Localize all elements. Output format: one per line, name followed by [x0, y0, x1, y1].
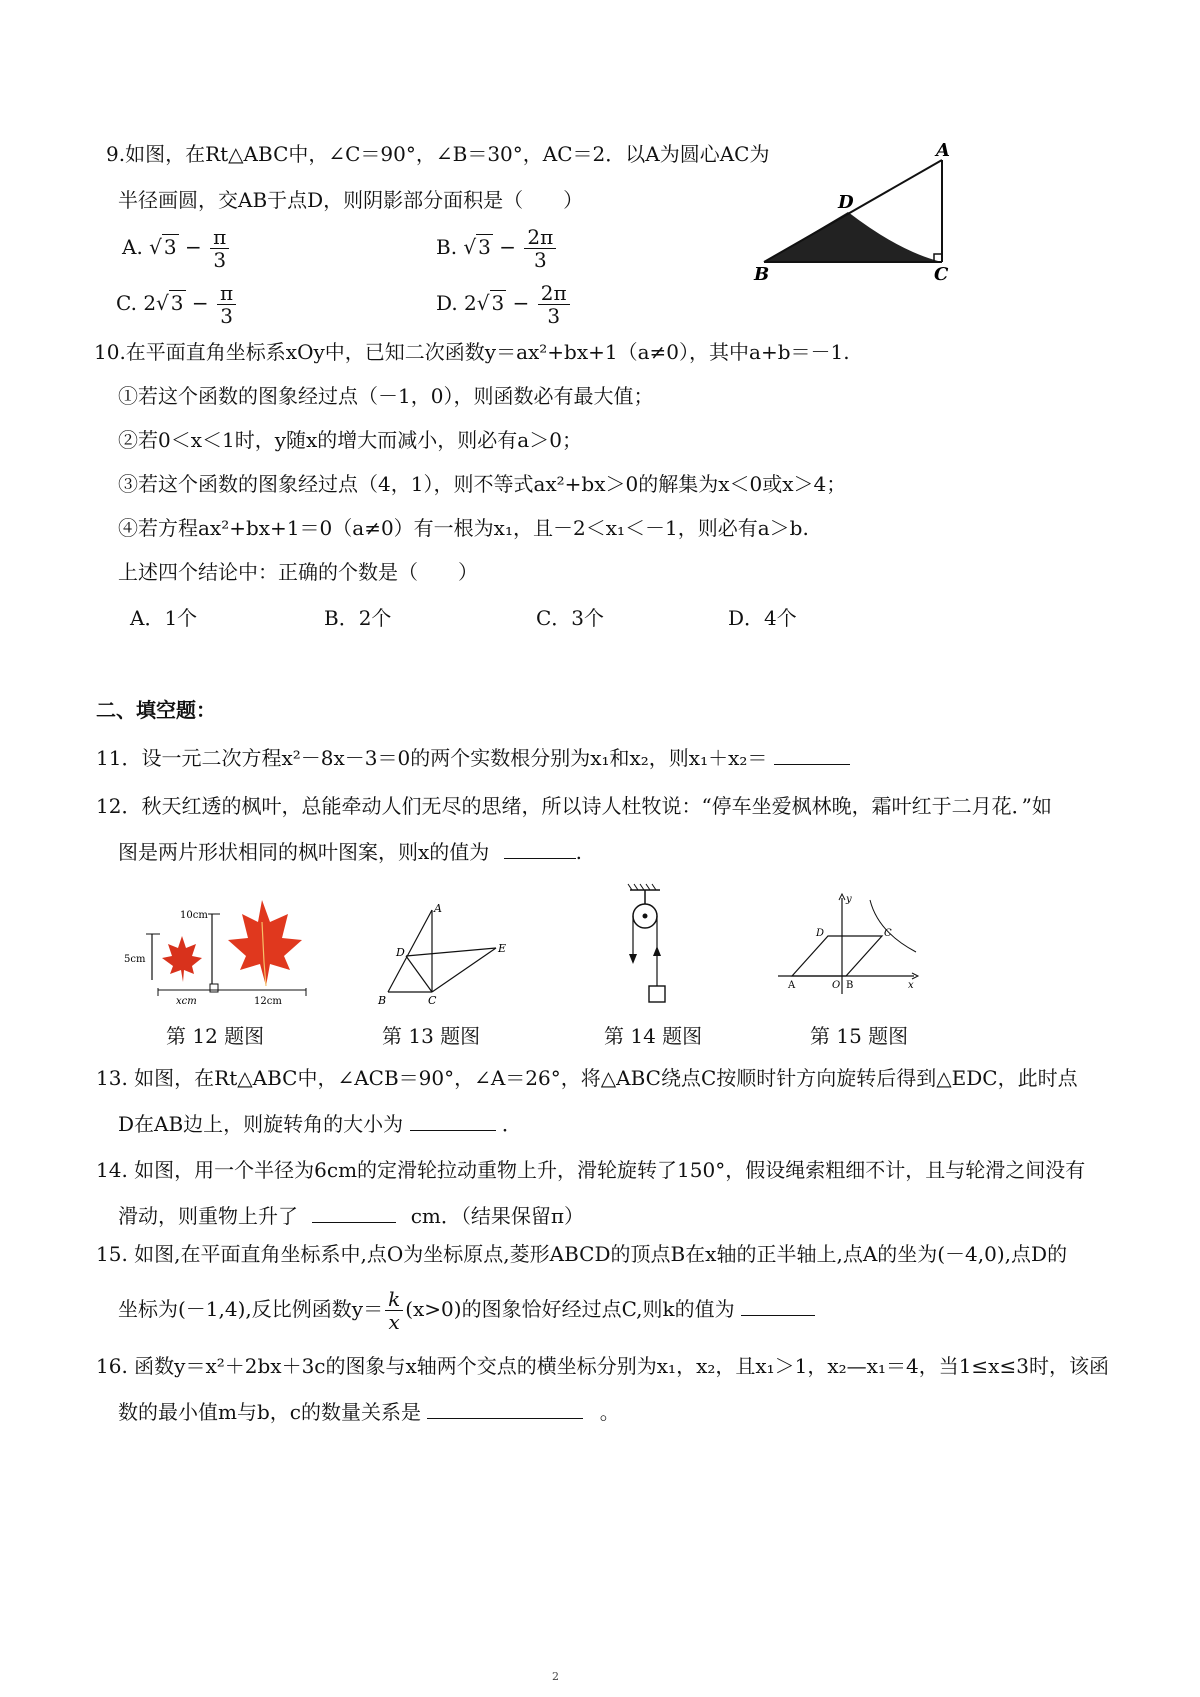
q10-statement-3: ③若这个函数的图象经过点（4，1），则不等式ax²+bx＞0的解集为x＜0或x＞4； — [118, 472, 847, 496]
fraction: $\frac{2\pi}{3}$ — [538, 282, 570, 327]
q10-option-c: C．3个 — [536, 606, 605, 630]
answer-blank — [427, 1400, 583, 1419]
shaded-region — [764, 212, 942, 262]
q10-option-a: A．1个 — [130, 606, 198, 630]
q11-text: 11．设一元二次方程x²－8x－3＝0的两个实数根分别为x₁和x₂，则x₁＋x₂＝ — [96, 744, 850, 772]
q9-option-d: D. 2√ 3 − $\frac{2\pi}{3}$ — [436, 282, 572, 327]
label-b: B — [378, 994, 387, 1007]
q15-line2: 坐标为(－1,4),反比例函数y＝ $\frac{k}{x}$ (x>0)的图象恰好经过点C,则k的值为 — [118, 1286, 815, 1333]
sqrt-symbol: √ 3 — [476, 291, 505, 315]
answer-blank — [504, 840, 576, 859]
q14-line2: 滑动，则重物上升了 cm．（结果保留π） — [118, 1204, 585, 1228]
q16-line1: 16. 函数y＝x²＋2bx＋3c的图象与x轴两个交点的横坐标分别为x₁，x₂，且x₁＞1，x₂—x₁＝4，当1≤x≤3时，该函 — [96, 1354, 1109, 1378]
label-y: y — [846, 894, 852, 905]
q13-line2: D在AB边上，则旋转角的大小为 ． — [118, 1112, 522, 1136]
label-d: D — [816, 928, 825, 939]
q9-stem-line2: 半径画圆，交AB于点D，则阴影部分面积是（ ） — [118, 188, 584, 212]
fig12-caption: 第 12 题图 — [166, 1024, 265, 1048]
q9-option-b: B. √ 3 − $\frac{2\pi}{3}$ — [436, 226, 558, 271]
q10-statement-2: ②若0＜x＜1时，y随x的增大而减小，则必有a＞0； — [118, 428, 582, 452]
label-a: A — [936, 140, 950, 161]
q12-line2: 图是两片形状相同的枫叶图案，则x的值为 . — [118, 840, 582, 864]
fig15-caption: 第 15 题图 — [810, 1024, 909, 1048]
side-ab — [388, 910, 432, 992]
weight-box — [649, 986, 665, 1002]
q16-line2: 数的最小值m与b，c的数量关系是 。 — [118, 1400, 620, 1424]
arrow-down-icon — [629, 954, 637, 964]
q15-line1: 15. 如图,在平面直角坐标系中,点O为坐标原点,菱形ABCD的顶点B在x轴的正半轴上,点A的坐为(－4,0),点D的 — [96, 1242, 1068, 1266]
fig12-maple-leaves — [120, 892, 320, 1014]
sqrt-symbol: √ 3 — [149, 235, 177, 259]
answer-blank — [774, 746, 850, 765]
fig13-caption: 第 13 题图 — [382, 1024, 481, 1048]
answer-blank — [312, 1204, 396, 1223]
fraction: $\frac{2\pi}{3}$ — [524, 226, 556, 271]
fraction: $\frac{\pi}{3}$ — [217, 282, 236, 327]
label-a: A — [788, 980, 796, 991]
fraction-k-over-x: $\frac{k}{x}$ — [385, 1288, 403, 1333]
label-c: C — [934, 264, 949, 285]
sqrt-symbol: √ 3 — [463, 235, 491, 259]
q9-stem-line1: 9.如图，在Rt△ABC中，∠C＝90°，∠B＝30°，AC＝2．以A为圆心AC为 — [106, 142, 770, 166]
q10-stem: 10.在平面直角坐标系xOy中，已知二次函数y＝ax²+bx+1（a≠0），其中a+b＝－1. — [94, 340, 850, 364]
fig14-pulley-figure — [616, 882, 676, 1008]
arrow-up-icon — [653, 946, 661, 956]
q14-line1: 14. 如图，用一个半径为6cm的定滑轮拉动重物上升，滑轮旋转了150°，假设绳索粗细不计，且与轮滑之间没有 — [96, 1158, 1086, 1182]
label-xcm: xcm — [176, 996, 197, 1007]
label-10cm: 10cm — [180, 910, 208, 921]
label-5cm: 5cm — [124, 954, 146, 965]
q9-option-c: C. 2√ 3 − $\frac{\pi}{3}$ — [116, 282, 238, 327]
q10-ask: 上述四个结论中：正确的个数是（ ） — [118, 560, 478, 584]
q9-triangle-figure — [750, 140, 980, 300]
q10-option-d: D．4个 — [728, 606, 797, 630]
q10-statement-1: ①若这个函数的图象经过点（－1，0），则函数必有最大值； — [118, 384, 654, 408]
label-b: B — [754, 264, 770, 285]
fig13-rotation-figure — [374, 900, 514, 1010]
fig14-caption: 第 14 题图 — [604, 1024, 703, 1048]
page-number: 2 — [552, 1670, 559, 1683]
q9-option-a: A. √ 3 − $\frac{\pi}{3}$ — [122, 226, 231, 271]
side-ec — [432, 948, 496, 992]
q10-statement-4: ④若方程ax²+bx+1＝0（a≠0）有一根为x₁，且－2＜x₁＜－1，则必有a＞b. — [118, 516, 809, 540]
fraction: $\frac{\pi}{3}$ — [210, 226, 229, 271]
fig15-rhombus-figure — [776, 892, 920, 996]
sqrt-symbol: √ 3 — [156, 291, 184, 315]
side-de — [406, 948, 496, 956]
label-c: C — [428, 994, 437, 1007]
label-d: D — [396, 946, 405, 959]
label-x: x — [908, 980, 914, 991]
answer-blank — [741, 1297, 815, 1316]
label-a: A — [434, 902, 442, 915]
q10-option-b: B．2个 — [324, 606, 392, 630]
side-dc — [406, 956, 432, 992]
small-maple-leaf-icon — [162, 936, 202, 982]
answer-blank — [410, 1112, 496, 1131]
rhombus-abcd — [792, 936, 882, 976]
label-12cm: 12cm — [254, 996, 282, 1007]
label-c: C — [884, 928, 892, 939]
label-d: D — [838, 192, 854, 213]
label-o: O — [832, 980, 841, 991]
q12-line1: 12．秋天红透的枫叶，总能牵动人们无尽的思绪，所以诗人杜牧说：“停车坐爱枫林晚，霜叶红于二月花．”如 — [96, 794, 1052, 818]
hyperbola-curve — [870, 900, 916, 952]
label-e: E — [498, 942, 507, 955]
label-b: B — [846, 980, 854, 991]
section-title: 二、填空题： — [96, 698, 216, 722]
q13-line1: 13. 如图，在Rt△ABC中，∠ACB＝90°，∠A＝26°，将△ABC绕点C按顺时针方向旋转后得到△EDC，此时点 — [96, 1066, 1078, 1090]
